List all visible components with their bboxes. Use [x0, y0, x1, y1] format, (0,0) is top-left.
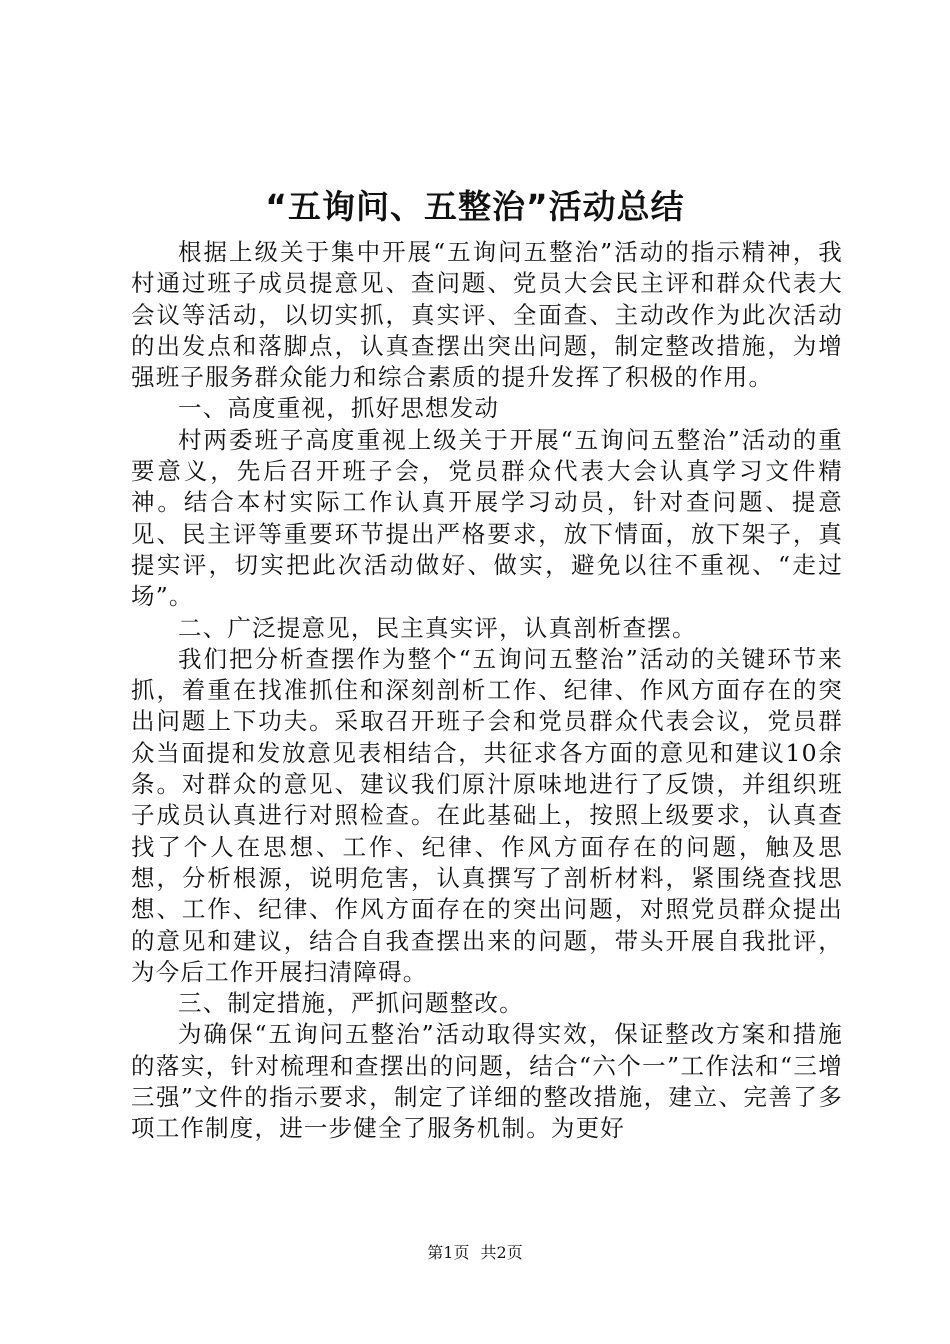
- document-body: [131, 237, 843, 1145]
- page-footer: [0, 1243, 950, 1263]
- page-number: 第1页: [427, 1243, 470, 1262]
- section-paragraph-2: 我们把分析查摆作为整个“五询问五整治”活动的关键环节来抓，着重在找准抓住和深刻剖析工作、纪律、作风方面存在的突出问题上下功夫。采取召开班子会和党员群众代表会议，党员群众当面提和发放意见表相结合，共征求各方面的意见和建议10余条。对群众的意见、建议我们原汁原味地进行了反馈，并组织班子成员认真进行对照检查。在此基础上，按照上级要求，认真查找了个人在思想、工作、纪律、作风方面存在的问题，触及思想，分析根源，说明危害，认真撰写了剖析材料，紧围绕查找思想、工作、纪律、作风方面存在的突出问题，对照党员群众提出的意见和建议，结合自我查摆出来的问题，带头开展自我批评，为今后工作开展扫清障碍。: [131, 644, 843, 986]
- section-paragraph-1: 村两委班子高度重视上级关于开展“五询问五整治”活动的重要意义，先后召开班子会，党员群众代表大会认真学习文件精神。结合本村实际工作认真开展学习动员，针对查问题、提意见、民主评等重要环节提出严格要求，放下情面，放下架子，真提实评，切实把此次活动做好、做实，避免以往不重视、“走过场”。: [131, 425, 843, 611]
- section-heading-3: 三、制定措施，严抓问题整改。: [178, 989, 524, 1018]
- intro-paragraph: 根据上级关于集中开展“五询问五整治”活动的指示精神，我村通过班子成员提意见、查问题、党员大会民主评和群众代表大会议等活动，以切实抓，真实评、全面查、主动改作为此次活动的出发点和落脚点，认真查摆出突出问题，制定整改措施，为增强班子服务群众能力和综合素质的提升发挥了积极的作用。: [131, 238, 843, 392]
- section-heading-1: 一、高度重视，抓好思想发动: [178, 394, 500, 423]
- section-heading-2: 二、广泛提意见，民主真实评，认真剖析查摆。: [178, 613, 697, 642]
- page-total: 共2页: [480, 1243, 523, 1262]
- section-paragraph-3: 为确保“五询问五整治”活动取得实效，保证整改方案和措施的落实，针对梳理和查摆出的问题，结合“六个一”工作法和“三增三强”文件的指示要求，制定了详细的整改措施，建立、完善了多项工作制度，进一步健全了服务机制。为更好: [131, 1020, 843, 1143]
- document-title: “五询问、五整治”活动总结: [265, 187, 685, 226]
